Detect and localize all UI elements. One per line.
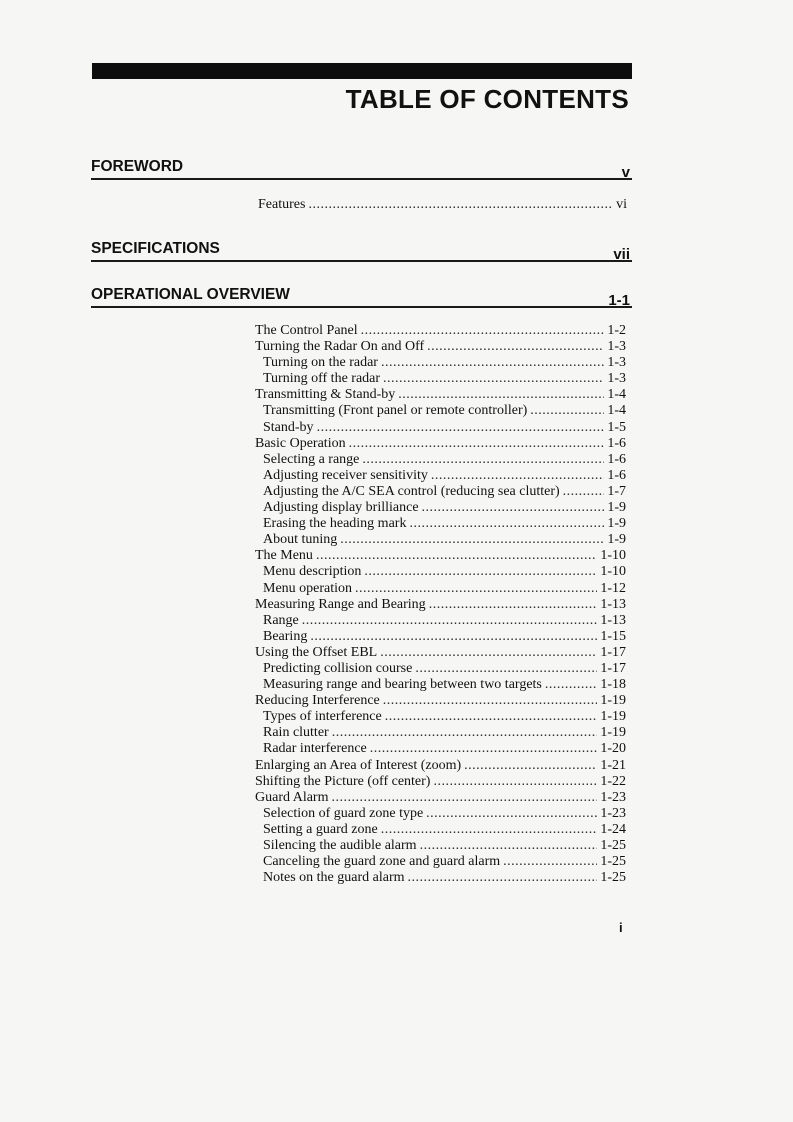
dot-leader bbox=[317, 420, 605, 436]
toc-entry[interactable] bbox=[255, 822, 626, 838]
toc-entry-label: About tuning bbox=[263, 532, 338, 548]
dot-leader bbox=[380, 645, 597, 661]
toc-entry-label: Stand-by bbox=[263, 419, 314, 435]
dot-leader bbox=[398, 387, 604, 403]
toc-entry[interactable] bbox=[255, 420, 626, 436]
toc-entry[interactable] bbox=[255, 806, 626, 822]
toc-entry-page: 1-22 bbox=[600, 773, 626, 789]
toc-entry-page: 1-15 bbox=[600, 628, 626, 644]
toc-entry-page: 1-9 bbox=[607, 532, 626, 548]
toc-entry-page: 1-19 bbox=[600, 725, 626, 741]
toc-entry-label: Adjusting display brilliance bbox=[263, 500, 419, 516]
dot-leader bbox=[545, 677, 597, 693]
toc-entry[interactable] bbox=[255, 725, 626, 741]
toc-entry-label: Erasing the heading mark bbox=[263, 516, 407, 532]
toc-entry-label: Setting a guard zone bbox=[263, 821, 378, 837]
section-page: vii bbox=[613, 246, 630, 263]
toc-entry-page: 1-6 bbox=[607, 451, 626, 467]
toc-entry[interactable] bbox=[255, 709, 626, 725]
dot-leader bbox=[433, 774, 597, 790]
dot-leader bbox=[331, 790, 597, 806]
toc-entry[interactable] bbox=[255, 355, 626, 371]
dot-leader bbox=[426, 806, 597, 822]
toc-entry-page: 1-24 bbox=[600, 821, 626, 837]
dot-leader bbox=[503, 854, 597, 870]
toc-entry-page: 1-6 bbox=[607, 435, 626, 451]
toc-entry-page: 1-21 bbox=[600, 757, 626, 773]
dot-leader bbox=[385, 709, 598, 725]
toc-entry[interactable] bbox=[255, 484, 626, 500]
dot-leader bbox=[308, 197, 613, 213]
section-title: FOREWORD bbox=[91, 158, 184, 175]
toc-entry-page: 1-13 bbox=[600, 612, 626, 628]
toc-entry[interactable] bbox=[255, 468, 626, 484]
toc-entry-label: Using the Offset EBL bbox=[255, 644, 378, 660]
toc-entry-label: Adjusting receiver sensitivity bbox=[263, 467, 428, 483]
toc-entry-page: 1-4 bbox=[607, 387, 626, 403]
toc-entry-label: Range bbox=[263, 612, 299, 628]
toc-entry-label: Rain clutter bbox=[263, 725, 329, 741]
foreword-entries bbox=[258, 197, 627, 213]
section-operational-overview bbox=[91, 286, 632, 308]
toc-entry-label: Transmitting (Front panel or remote controller) bbox=[263, 403, 528, 419]
toc-entry-label: Types of interference bbox=[263, 709, 382, 725]
toc-entry[interactable] bbox=[255, 693, 626, 709]
dot-leader bbox=[408, 870, 598, 886]
toc-entry-page: 1-19 bbox=[600, 709, 626, 725]
dot-leader bbox=[409, 516, 604, 532]
toc-entry-label: Shifting the Picture (off center) bbox=[255, 773, 431, 789]
toc-entry-page: 1-7 bbox=[607, 483, 626, 499]
toc-entry-page: 1-19 bbox=[600, 693, 626, 709]
toc-entry[interactable] bbox=[255, 597, 626, 613]
toc-entry-label: Selecting a range bbox=[263, 451, 360, 467]
toc-entry-label: Bearing bbox=[263, 628, 308, 644]
dot-leader bbox=[361, 323, 605, 339]
toc-entry-label: Turning off the radar bbox=[263, 371, 381, 387]
toc-entry-page: 1-12 bbox=[600, 580, 626, 596]
toc-entry-page: 1-6 bbox=[607, 467, 626, 483]
toc-entry[interactable] bbox=[255, 645, 626, 661]
dot-leader bbox=[370, 741, 598, 757]
toc-entry[interactable] bbox=[255, 500, 626, 516]
dot-leader bbox=[349, 436, 605, 452]
dot-leader bbox=[530, 403, 604, 419]
toc-entry-label: Menu description bbox=[263, 564, 362, 580]
header-rule-bar bbox=[92, 63, 632, 79]
toc-entry-page: 1-17 bbox=[600, 660, 626, 676]
toc-entry[interactable] bbox=[255, 387, 626, 403]
toc-entry-label: Notes on the guard alarm bbox=[263, 870, 405, 886]
dot-leader bbox=[383, 371, 604, 387]
dot-leader bbox=[422, 500, 605, 516]
toc-entry-page: 1-23 bbox=[600, 805, 626, 821]
toc-entry-label: Enlarging an Area of Interest (zoom) bbox=[255, 757, 462, 773]
toc-entry[interactable] bbox=[255, 564, 626, 580]
dot-leader bbox=[302, 613, 598, 629]
toc-entry-page: 1-13 bbox=[600, 596, 626, 612]
section-page: 1-1 bbox=[608, 292, 630, 309]
toc-entry-label: Menu operation bbox=[263, 580, 353, 596]
toc-entry[interactable] bbox=[255, 403, 626, 419]
toc-entry-page: 1-25 bbox=[600, 838, 626, 853]
toc-entry[interactable] bbox=[255, 677, 626, 693]
operational-overview-entries bbox=[255, 323, 626, 886]
toc-entry[interactable] bbox=[255, 548, 626, 564]
dot-leader bbox=[427, 339, 604, 355]
toc-entry-label: Adjusting the A/C SEA control (reducing sea clutter) bbox=[263, 483, 560, 499]
toc-entry-label: Turning on the radar bbox=[263, 355, 378, 371]
toc-entry[interactable] bbox=[255, 741, 626, 757]
dot-leader bbox=[383, 693, 598, 709]
toc-entry[interactable] bbox=[255, 371, 626, 387]
toc-entry-page: 1-25 bbox=[600, 854, 626, 870]
dot-leader bbox=[464, 758, 597, 774]
toc-entry[interactable] bbox=[255, 323, 626, 339]
toc-entry[interactable] bbox=[255, 613, 626, 629]
toc-entry[interactable] bbox=[255, 661, 626, 677]
toc-entry[interactable] bbox=[255, 838, 626, 854]
dot-leader bbox=[362, 452, 604, 468]
toc-entry[interactable] bbox=[255, 629, 626, 645]
toc-entry-label: The Menu bbox=[255, 548, 313, 564]
page-number: i bbox=[619, 920, 623, 935]
dot-leader bbox=[332, 725, 598, 741]
toc-entry[interactable] bbox=[258, 197, 627, 213]
toc-entry-page: 1-20 bbox=[600, 741, 626, 757]
page-title: TABLE OF CONTENTS bbox=[345, 84, 629, 114]
dot-leader bbox=[364, 564, 597, 580]
toc-entry[interactable] bbox=[255, 774, 626, 790]
toc-entry-page: 1-23 bbox=[600, 789, 626, 805]
toc-entry[interactable] bbox=[255, 581, 626, 597]
dot-leader bbox=[316, 548, 597, 564]
toc-entry-label: Selection of guard zone type bbox=[263, 805, 424, 821]
dot-leader bbox=[415, 661, 597, 677]
toc-entry-label: Turning the Radar On and Off bbox=[255, 339, 425, 355]
section-title: SPECIFICATIONS bbox=[91, 240, 220, 257]
toc-entry[interactable] bbox=[255, 854, 626, 870]
toc-entry-label: Guard Alarm bbox=[255, 789, 329, 805]
toc-entry-label: Measuring range and bearing between two targets bbox=[263, 677, 542, 693]
toc-entry-page: 1-4 bbox=[607, 403, 626, 419]
toc-entry-label: Radar interference bbox=[263, 741, 367, 757]
toc-entry-label: Reducing Interference bbox=[255, 693, 380, 709]
toc-entry[interactable] bbox=[255, 339, 626, 355]
toc-entry[interactable] bbox=[255, 452, 626, 468]
toc-entry-label: Measuring Range and Bearing bbox=[255, 596, 426, 612]
dot-leader bbox=[340, 532, 604, 548]
toc-entry[interactable] bbox=[255, 532, 626, 548]
dot-leader bbox=[310, 629, 597, 645]
toc-entry-page: 1-9 bbox=[607, 516, 626, 532]
section-specifications bbox=[91, 240, 632, 262]
dot-leader bbox=[381, 822, 598, 838]
toc-entry[interactable] bbox=[255, 758, 626, 774]
dot-leader bbox=[381, 355, 604, 371]
toc-entry-page: 1-5 bbox=[607, 419, 626, 435]
toc-entry[interactable] bbox=[255, 790, 626, 806]
toc-entry[interactable] bbox=[255, 516, 626, 532]
toc-entry-page: 1-25 bbox=[600, 870, 626, 886]
toc-entry-page: 1-17 bbox=[600, 644, 626, 660]
toc-entry[interactable] bbox=[255, 870, 626, 886]
dot-leader bbox=[431, 468, 604, 484]
toc-entry-page: vi bbox=[616, 197, 627, 212]
dot-leader bbox=[563, 484, 605, 500]
toc-entry-label: Transmitting & Stand-by bbox=[255, 387, 396, 403]
toc-entry-page: 1-10 bbox=[600, 548, 626, 564]
dot-leader bbox=[355, 581, 597, 597]
dot-leader bbox=[420, 838, 598, 854]
toc-entry-page: 1-9 bbox=[607, 500, 626, 516]
toc-entry-label: Features bbox=[258, 197, 306, 212]
toc-entry-page: 1-3 bbox=[607, 339, 626, 355]
toc-entry-page: 1-3 bbox=[607, 355, 626, 371]
section-foreword bbox=[91, 158, 632, 180]
toc-entry-page: 1-3 bbox=[607, 371, 626, 387]
toc-entry-page: 1-10 bbox=[600, 564, 626, 580]
toc-entry-page: 1-2 bbox=[607, 323, 626, 338]
section-title: OPERATIONAL OVERVIEW bbox=[91, 286, 290, 303]
dot-leader bbox=[429, 597, 598, 613]
toc-entry-label: Canceling the guard zone and guard alarm bbox=[263, 854, 501, 870]
toc-entry-label: Predicting collision course bbox=[263, 660, 413, 676]
toc-entry[interactable] bbox=[255, 436, 626, 452]
toc-entry-page: 1-18 bbox=[600, 677, 626, 693]
toc-entry-label: Silencing the audible alarm bbox=[263, 838, 417, 853]
section-page: v bbox=[621, 164, 630, 181]
toc-entry-label: The Control Panel bbox=[255, 323, 358, 338]
toc-entry-label: Basic Operation bbox=[255, 435, 346, 451]
